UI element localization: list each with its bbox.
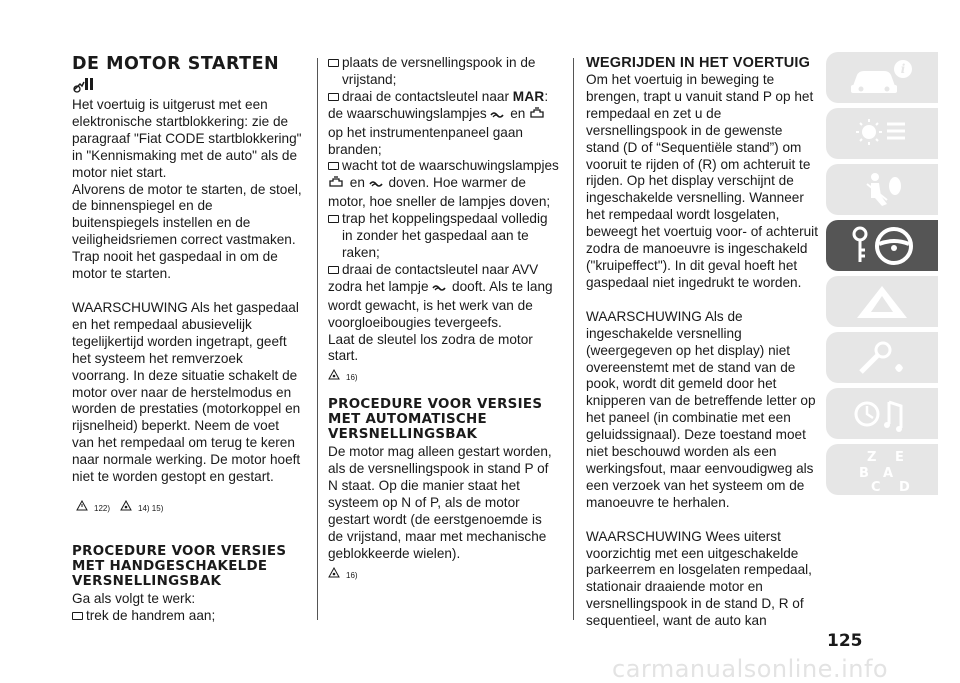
svg-text:E: E [895, 449, 904, 465]
tab-technical-data[interactable] [826, 388, 938, 439]
tab-emergencies[interactable] [826, 276, 938, 327]
list-item-text: trek de handrem aan; [86, 607, 216, 623]
warning-road-icon [847, 282, 917, 322]
tab-index[interactable] [826, 444, 938, 495]
column-right [586, 55, 818, 630]
column-middle [328, 55, 560, 584]
list-item [328, 89, 560, 106]
preglow-paragraph: zodra het lampje dooft. Als te lang wordt gewacht, is het werk van de voorgloeibougies tevergeefs. [328, 278, 553, 330]
tab-dashboard-lights[interactable] [826, 108, 938, 159]
list-item [72, 608, 302, 625]
page-number: 125 [827, 631, 863, 651]
index-icon [847, 447, 917, 493]
column-divider [573, 58, 574, 620]
checkbox-bullet-icon [328, 266, 339, 274]
checkbox-bullet-icon [328, 162, 339, 170]
caution-triangle-icon [328, 567, 340, 585]
svg-text:B: B [859, 465, 869, 481]
car-info-icon [847, 58, 917, 98]
list-item-text: plaats de versnellingspook in de vrijstand; [342, 55, 536, 87]
release-key-paragraph: Laat de sleutel los zodra de motor start. [328, 331, 533, 364]
section-heading-driving: WEGRIJDEN IN HET VOERTUIG [586, 55, 811, 71]
list-item-text: trap het koppelingspedaal volledig in zonder het gaspedaal aan te raken; [342, 211, 548, 260]
starting-driving-icon [842, 224, 922, 268]
warning-paragraph: WAARSCHUWING Als de ingeschakelde versnelling (weergegeven op het display) niet overeenstemt met de stand van de pook, wordt dit gemeld door het knipperen van de betreffende letter op het paneel (in combinatie met een geluidssignaal). Deze toestand moet niet beschouwd worden als een werkingsfout, maar eenvoudigweg als een verzoek van het systeem om de manoeuvre te herhalen. [586, 308, 816, 510]
list-item [328, 262, 560, 279]
reference-marks [328, 567, 560, 585]
reference-marks [328, 369, 560, 387]
section-heading-manual: PROCEDURE VOOR VERSIES MET HANDGESCHAKELDE VERSNELLINGSBAK [72, 543, 287, 589]
warning-triangle-icon [76, 500, 88, 518]
list-item [328, 55, 560, 89]
svg-text:D: D [899, 479, 910, 493]
tab-maintenance[interactable] [826, 332, 938, 383]
svg-text:Z: Z [867, 449, 877, 465]
watermark: carmanualsonline.info [612, 655, 889, 683]
checkbox-bullet-icon [72, 612, 83, 620]
glow-plug-icon [432, 281, 448, 298]
list-item-text: draai de contactsleutel naar AVV [342, 261, 539, 277]
svg-text:C: C [871, 479, 881, 493]
reference-marks [76, 500, 302, 518]
tab-car-info[interactable] [826, 52, 938, 103]
checkbox-bullet-icon [328, 215, 339, 223]
column-left [72, 55, 302, 625]
ref-number: 16) [346, 373, 358, 383]
prep-paragraph: Alvorens de motor te starten, de stoel, de binnenspiegel en de buitenspiegels instellen en de veiligheidsriemen correct vastmaken. Trap nooit het gaspedaal in om de motor te starten. [72, 181, 302, 282]
safety-airbag-icon [847, 170, 917, 210]
caution-triangle-icon [328, 369, 340, 387]
lamps-paragraph: de waarschuwingslampjes en op het instrumentenpaneel gaan branden; [328, 106, 560, 159]
section-heading-automatic: PROCEDURE VOOR VERSIES MET AUTOMATISCHE VERSNELLINGSBAK [328, 397, 543, 443]
checkbox-bullet-icon [328, 59, 339, 67]
automatic-paragraph: De motor mag alleen gestart worden, als de versnellingspook in stand P of N staat. Op die manier staat het systeem op N of P, als de motor gestart wordt (de eerstgenoemde is de vrijstand, maar met mechanische geblokkeerde wielen). [328, 444, 552, 561]
svg-text:A: A [883, 465, 894, 481]
list-item [328, 158, 560, 175]
warning-paragraph: WAARSCHUWING Als het gaspedaal en het rempedaal abusievelijk tegelijkertijd worden ingetrapt, geeft het systeem het remverzoek voorrang. In deze situatie schakelt de motor over naar de herstelmodus en worden de prestaties (motorkoppel en rijsnelheid) beperkt. Neem de voet van het rempedaal om terug te keren naar normale werking. De motor hoeft niet te worden gestopt en gestart. [72, 299, 301, 485]
engine-fault-icon [328, 176, 346, 194]
instruction-lead: Ga als volgt te werk: [72, 590, 196, 606]
key-position-mar: MAR [512, 88, 545, 104]
caution-triangle-icon [120, 500, 132, 518]
tab-safety[interactable] [826, 164, 938, 215]
glow-plug-icon [369, 177, 385, 194]
list-item-text: wacht tot de waarschuwingslampjes [342, 158, 559, 174]
lamps-off-paragraph: en doven. Hoe warmer de motor, hoe sneller de lampjes doven; [328, 175, 551, 210]
maintenance-icon [847, 338, 917, 378]
ref-number: 14) 15) [138, 503, 164, 513]
section-title: DE MOTOR STARTEN [72, 54, 280, 74]
intro-paragraph: Het voertuig is uitgerust met een elektronische startblokkering: zie de paragraaf "Fiat CODE startblokkering" in "Kennismaking met de auto" als de motor niet start. [72, 97, 302, 180]
warning-paragraph: WAARSCHUWING Wees uiterst voorzichtig met een uitgeschakelde parkeerrem en losgelaten rempedaal, stationair draaiende motor en versnellingspook in de stand D, R of sequentieel, want de auto kan [586, 528, 812, 629]
driving-paragraph: Om het voertuig in beweging te brengen, trapt u vanuit stand P op het rempedaal en zet u de versnellingspook in de gewenste stand (D of “Sequentiële stand”) om vooruit te rijden of (R) om achteruit te rijden. Op het display verschijnt de ingeschakelde versnelling. Wanneer het rempedaal wordt losgelaten, beweegt het voertuig voor- of achteruit zodra de manoeuvre is ingeschakeld ("kruipeffect"). In dit geval hoeft het gaspedaal niet ingedrukt te worden. [586, 72, 818, 290]
checkbox-bullet-icon [328, 93, 339, 101]
svg-text:i: i [900, 61, 906, 76]
column-divider [317, 58, 318, 620]
dashboard-lights-icon [847, 114, 917, 154]
list-item [328, 211, 560, 262]
list-item-text: draai de contactsleutel naar MAR: [342, 88, 549, 104]
diesel-icon [72, 77, 302, 95]
ref-number: 16) [346, 570, 358, 580]
tab-starting-driving[interactable] [826, 220, 938, 271]
chapter-tabs [826, 52, 938, 500]
ref-number: 122) [94, 503, 111, 513]
engine-fault-icon [529, 107, 547, 125]
glow-plug-icon [490, 108, 506, 125]
technical-data-icon [847, 394, 917, 434]
